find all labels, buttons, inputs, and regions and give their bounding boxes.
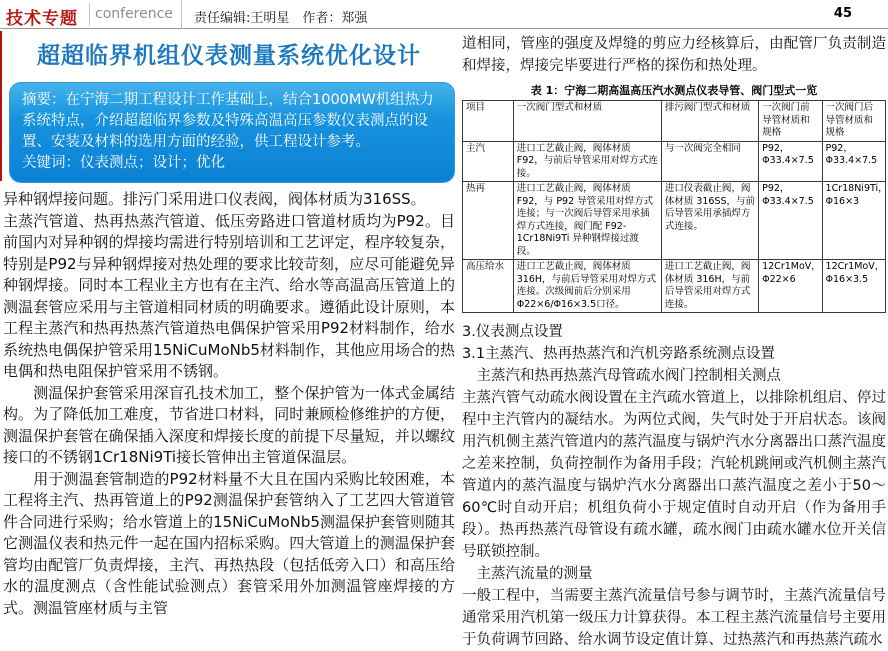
editor-author-line: 责任编辑:王明星 作者：郑强 — [194, 11, 368, 26]
right-column — [462, 33, 886, 651]
table-cell: 1Cr18Ni9Ti，Φ16×3 — [822, 182, 885, 260]
paragraph: 测温保护套管采用深盲孔技术加工，整个保护管为一体式金属结构。为了降低加工难度，节省进口材料，同时兼顾检修维护的方便，测温保护套管在确保插入深度和焊接长度的前提下尽量短，并以螺纹接口的不锈钢1Cr18Ni9Ti接长管伸出主管道保温层。 — [3, 383, 455, 466]
table-cell: 与一次阀完全相同 — [661, 141, 758, 182]
subtopic-heading: 主蒸汽和热再热蒸汽母管疏水阀门控制相关测点 — [462, 368, 781, 384]
table-header-cell: 一次阀门后导管材质和规格 — [822, 101, 885, 142]
abstract-box — [9, 82, 455, 183]
table-cell: P92，Φ33.4×7.5 — [759, 182, 822, 260]
left-margin-accent-bar — [0, 31, 2, 181]
section-heading: 3.仪表测点设置 — [462, 324, 563, 340]
table-row — [463, 141, 886, 182]
table-header-cell: 项目 — [463, 101, 514, 142]
table-header-cell: 一次阀门型式和材质 — [513, 101, 661, 142]
abstract-text: 摘要：在宁海二期工程设计工作基础上，结合1000MW机组热力系统特点，介绍超超临界参数及特殊高温高压参数仪表测点的设置、安装及材料的选用方面的经验，供工程设计参考。 — [22, 92, 434, 150]
table-cell: 高压给水 — [463, 260, 514, 313]
table-cell: 进口工艺截止阀，阀体材质 F92，与前后导管采用对焊方式连接。 — [513, 141, 661, 182]
subsection-heading: 3.1主蒸汽、热再热蒸汽和汽机旁路系统测点设置 — [462, 346, 776, 362]
table-cell: P92，Φ33.4×7.5 — [759, 141, 822, 182]
left-column — [3, 33, 455, 619]
article-title: 超超临界机组仪表测量系统优化设计 — [37, 43, 421, 69]
paragraph: 用于测温套管制造的P92材料量不大且在国内采购比较困难，本工程将主汽、热再管道上的P92测温保护套管纳入了工艺四大管道管件合同进行采购；给水管道上的15NiCuMoNb5测温保护套管则随其它测温仪表和热元件一起在国内招标采购。四大管道上的测温保护套管均由配管厂负责焊接，主汽、再热热段（包括低旁入口）和高压给水的温度测点（含性能试验测点）套管采用外加测温管座焊接的方式。测温管座材质与主管 — [3, 469, 455, 617]
magazine-logo: 技术专题 — [6, 9, 78, 29]
keywords-text: 关键词：仪表测点；设计；优化 — [22, 155, 225, 171]
table-cell: 进口工艺截止阀，阀体材质 316H，与前后导管采用对焊方式连接。 — [661, 260, 758, 313]
table-cell: 热再 — [463, 182, 514, 260]
page-number: 45 — [833, 6, 852, 21]
subtopic-heading: 主蒸汽流量的测量 — [462, 566, 593, 582]
table-header-cell: 一次阀门前导管材质和规格 — [759, 101, 822, 142]
paragraph: 主蒸汽管道、热再热蒸汽管道、低压旁路进口管道材质均为P92。目前国内对异种钢的焊接均需进行特别培训和工艺评定，程序较复杂，特别是P92与异种钢焊接对热处理的要求比较苛刻，应尽可能避免异种钢焊接。同时本工程业主方也有在主汽、给水等高温高压管道上的测温套管应采用与主管道相同材质的明确要求。遵循此设计原则，本工程主蒸汽和热再热蒸汽管道热电偶保护管采用P92材料制作，给水系统热电偶保护管采用15NiCuMoNb5材料制作，其他应用场合的热电偶和热电阻保护管采用不锈钢。 — [3, 211, 455, 380]
table-row — [463, 260, 886, 313]
page-header — [0, 0, 888, 29]
table-cell: P92，Φ33.4×7.5 — [822, 141, 885, 182]
table-row — [463, 182, 886, 260]
table-cell: 进口工艺截止阀，阀体材质 F92，与 P92 导管采用对焊方式连接；与一次阀后导管采用承插焊方式连接，阀门配 F92-1Cr18Ni9Ti 异种钢焊接过渡段。 — [513, 182, 661, 260]
paragraph: 异种钢焊接问题。排污门采用进口仪表阀，阀体材质为316SS。 — [3, 190, 426, 208]
table-cell: 主汽 — [463, 141, 514, 182]
left-body-text — [3, 189, 455, 619]
table-cell: 12Cr1MoV，Φ22×6 — [759, 260, 822, 313]
table-cell: 进口仪表截止阀，阀体材质 316SS，与前后导管采用承插焊方式连接。 — [661, 182, 758, 260]
header-divider — [181, 0, 182, 29]
logo-divider — [89, 3, 90, 26]
continuation-paragraph: 道相同，管座的强度及焊缝的剪应力经核算后，由配管厂负责制造和焊接，焊接完毕要进行严格的探伤和热处理。 — [462, 36, 886, 74]
table-cell: 进口工艺截止阀，阀体材质 316H，与前后导管采用对焊方式连接。次级阀前后分别采用Φ22×6/Φ16×3.5口径。 — [513, 260, 661, 313]
magazine-logo-subtitle: conference — [95, 6, 173, 22]
table-cell: 12Cr1MoV，Φ16×3.5 — [822, 260, 885, 313]
table-caption: 表 1：宁海二期高温高压汽水测点仪表导管、阀门型式一览 — [530, 84, 818, 97]
paragraph: 主蒸汽管气动疏水阀设置在主汽疏水管道上，以排除机组启、停过程中主汽管内的凝结水。为两位式阀，失气时处于开启状态。该阀用汽机侧主蒸汽管道内的蒸汽温度与锅炉汽水分离器出口蒸汽温度之差来控制，负荷控制作为备用手段；汽轮机跳闸或汽机侧主蒸汽管道内的蒸汽温度与锅炉汽水分离器出口蒸汽温度之差小于50～60℃时自动开启；机组负荷小于规定值时自动开启（作为备用手段）。热再热蒸汽母管设有疏水罐，疏水阀门由疏水罐水位开关信号联锁控制。 — [462, 390, 886, 560]
table-header-row — [463, 101, 886, 142]
table-header-cell: 排污阀门型式和材质 — [661, 101, 758, 142]
paragraph: 一般工程中，当需要主蒸汽流量信号参与调节时，主蒸汽流量信号通常采用汽机第一级压力计算获得。本工程主蒸汽流量信号主要用于负荷调节回路、给水调节设定值计算、过热蒸汽和再热蒸汽疏水 — [462, 588, 886, 648]
valve-spec-table — [462, 100, 886, 313]
